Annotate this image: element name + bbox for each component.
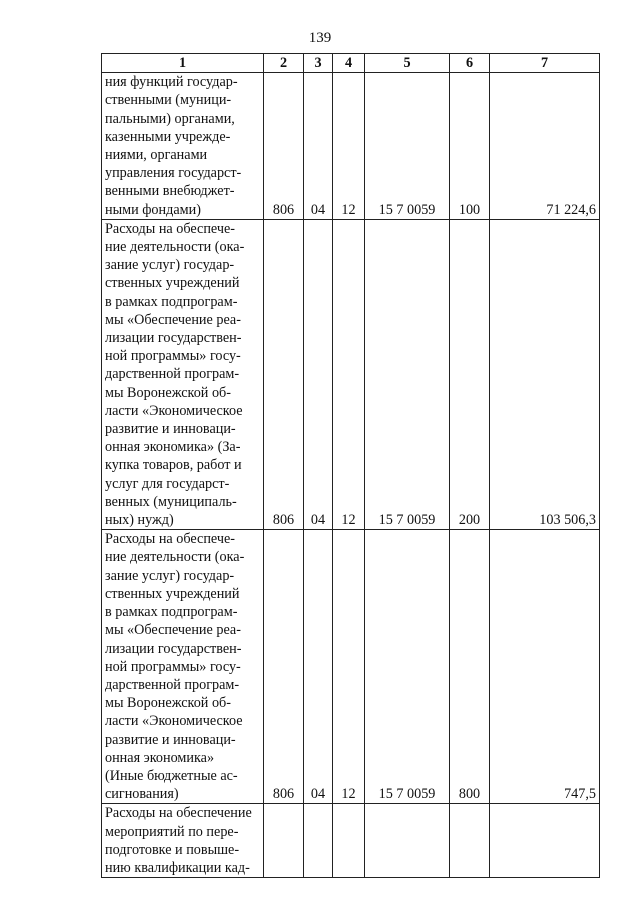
budget-table: [101, 53, 600, 878]
subsection-code: 12: [333, 219, 365, 529]
expense-description: Расходы на обеспече- ние деятельности (ока- зание услуг) государ- ственных учреждений в рамках подпрограм- мы «Обеспечение реа- лизации государствен- ной программы» госу- дарственной програм- мы Воронежской об- ласти «Экономическое развитие и инноваци- онная экономика» (Иные бюджетные ас- сигнования): [102, 530, 264, 804]
target-article-code: 15 7 0059: [365, 530, 450, 804]
column-header: 1: [102, 54, 264, 73]
section-code: 04: [304, 73, 333, 220]
column-header: 2: [264, 54, 304, 73]
page-number: 139: [308, 30, 332, 46]
table-row: [102, 73, 600, 220]
section-code: [304, 804, 333, 878]
subsection-code: 12: [333, 530, 365, 804]
amount: 103 506,3: [490, 219, 600, 529]
target-article-code: 15 7 0059: [365, 219, 450, 529]
table-row: [102, 804, 600, 878]
column-header: 5: [365, 54, 450, 73]
amount: 71 224,6: [490, 73, 600, 220]
expense-type-code: 200: [450, 219, 490, 529]
grbs-code: 806: [264, 73, 304, 220]
grbs-code: 806: [264, 530, 304, 804]
column-header: 6: [450, 54, 490, 73]
table-row: [102, 530, 600, 804]
expense-type-code: [450, 804, 490, 878]
expense-type-code: 800: [450, 530, 490, 804]
expense-description: ния функций государ- ственными (муници- пальными) органами, казенными учрежде- ниями, органами управления государст- венными внебюджет- ными фондами): [102, 73, 264, 220]
expense-description: Расходы на обеспече- ние деятельности (ока- зание услуг) государ- ственных учреждений в рамках подпрограм- мы «Обеспечение реа- лизации государствен- ной программы» госу- дарственной програм- мы Воронежской об- ласти «Экономическое развитие и инноваци- онная экономика» (За- купка товаров, работ и услуг для государст- венных (муниципаль- ных) нужд): [102, 219, 264, 529]
target-article-code: 15 7 0059: [365, 73, 450, 220]
subsection-code: [333, 804, 365, 878]
section-code: 04: [304, 530, 333, 804]
column-header: 7: [490, 54, 600, 73]
table-header-row: [102, 54, 600, 73]
expense-type-code: 100: [450, 73, 490, 220]
table-row: [102, 219, 600, 529]
column-header: 3: [304, 54, 333, 73]
section-code: 04: [304, 219, 333, 529]
grbs-code: [264, 804, 304, 878]
amount: 747,5: [490, 530, 600, 804]
expense-description: Расходы на обеспечение мероприятий по пере- подготовке и повыше- нию квалификации кад-: [102, 804, 264, 878]
grbs-code: 806: [264, 219, 304, 529]
subsection-code: 12: [333, 73, 365, 220]
target-article-code: [365, 804, 450, 878]
column-header: 4: [333, 54, 365, 73]
amount: [490, 804, 600, 878]
